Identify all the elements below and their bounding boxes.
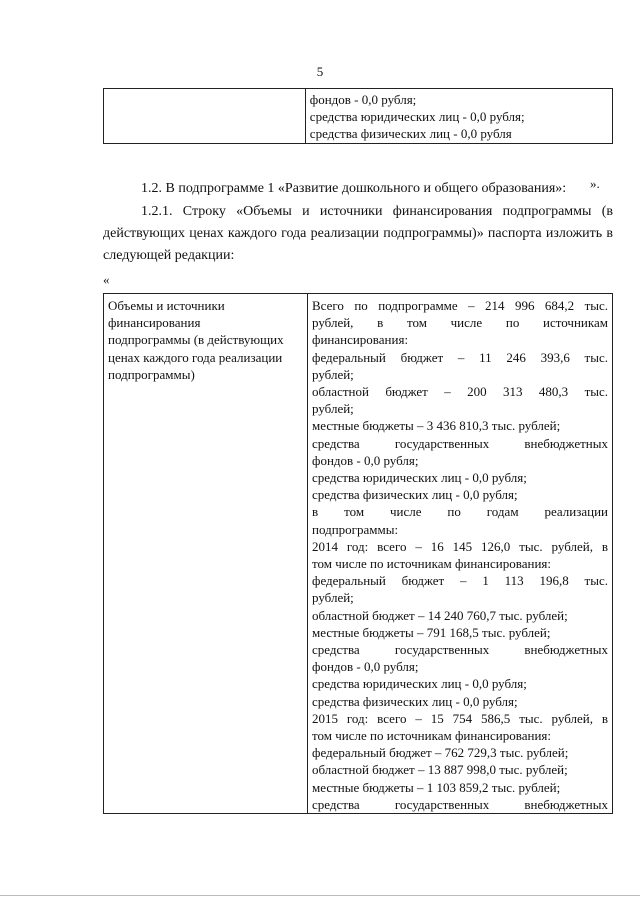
detail-line: средства физических лиц - 0,0 рубля; [312, 693, 518, 709]
paragraph-amendment-instruction: 1.2.1. Строку «Объемы и источники финансирования подпрограммы (в действующих ценах каждого года реализации подпрограммы)» паспорта изложить в следующей редакции: [103, 204, 613, 263]
closing-quote: ». [590, 176, 600, 191]
detail-line: местные бюджеты – 1 103 859,2 тыс. рублей; [312, 779, 561, 795]
opening-quote: « [103, 272, 110, 287]
row-label-cell [104, 294, 308, 814]
table-row [104, 89, 613, 144]
detail-line: фондов - 0,0 рубля; [312, 452, 419, 468]
detail-line: том числе по источникам финансирования: [312, 556, 551, 572]
empty-cell [104, 89, 306, 144]
detail-line: рублей; [312, 590, 354, 606]
table-row [104, 294, 613, 814]
detail-line: рублей; [312, 401, 354, 417]
detail-line: местные бюджеты – 3 436 810,3 тыс. рублей; [312, 418, 561, 434]
detail-line: средства государственных внебюджетных [312, 642, 608, 658]
detail-line: областной бюджет – 200 313 480,3 тыс. [312, 384, 608, 400]
financing-sources-cell [305, 89, 612, 144]
detail-line: Всего по подпрограмме – 214 996 684,2 тыс. [312, 298, 608, 313]
financing-details-cell [308, 294, 613, 814]
detail-line: областной бюджет – 14 240 760,7 тыс. рублей; [312, 607, 568, 623]
table-line: средства физических лиц - 0,0 рубля [309, 126, 512, 142]
label-line: подпрограммы (в действующих [108, 332, 284, 348]
detail-line: средства юридических лиц - 0,0 рубля; [312, 676, 527, 692]
detail-line: местные бюджеты – 791 168,5 тыс. рублей; [312, 624, 551, 640]
detail-line: средства государственных внебюджетных [312, 796, 608, 812]
detail-line: 2014 год: всего – 16 145 126,0 тыс. рублей, в [312, 538, 608, 554]
detail-line: средства государственных внебюджетных [312, 435, 608, 451]
detail-line: в том числе по годам реализации [312, 504, 608, 520]
page-bottom-edge [0, 895, 640, 896]
label-line: подпрограммы) [108, 366, 195, 382]
detail-line: федеральный бюджет – 1 113 196,8 тыс. [312, 573, 608, 589]
page-number: 5 [316, 64, 324, 79]
detail-line: рублей, в том числе по источникам [312, 315, 608, 331]
detail-line: подпрограммы: [312, 521, 399, 537]
detail-line: рублей; [312, 366, 354, 382]
detail-line: средства юридических лиц - 0,0 рубля; [312, 470, 527, 486]
detail-line: том числе по источникам финансирования: [312, 728, 551, 744]
table-line: средства юридических лиц - 0,0 рубля; [309, 109, 525, 125]
detail-line: средства физических лиц - 0,0 рубля; [312, 487, 518, 503]
label-line: финансирования [108, 315, 201, 331]
paragraph-subprogram-title: 1.2. В подпрограмме 1 «Развитие дошкольного и общего образования»: [141, 181, 567, 196]
detail-line: 2015 год: всего – 15 754 586,5 тыс. рублей, в [312, 710, 608, 726]
table-line: фондов - 0,0 рубля; [309, 92, 417, 107]
detail-line: финансирования: [312, 332, 409, 348]
financing-volume-table [103, 293, 613, 814]
detail-line: фондов - 0,0 рубля; [312, 659, 419, 675]
label-line: Объемы и источники [108, 298, 225, 313]
detail-line: областной бюджет – 13 887 998,0 тыс. рублей; [312, 762, 568, 778]
detail-line: федеральный бюджет – 11 246 393,6 тыс. [312, 349, 608, 365]
detail-line: федеральный бюджет – 762 729,3 тыс. рублей; [312, 745, 569, 761]
label-line: ценах каждого года реализации [108, 349, 283, 365]
continued-financing-table [103, 88, 613, 144]
